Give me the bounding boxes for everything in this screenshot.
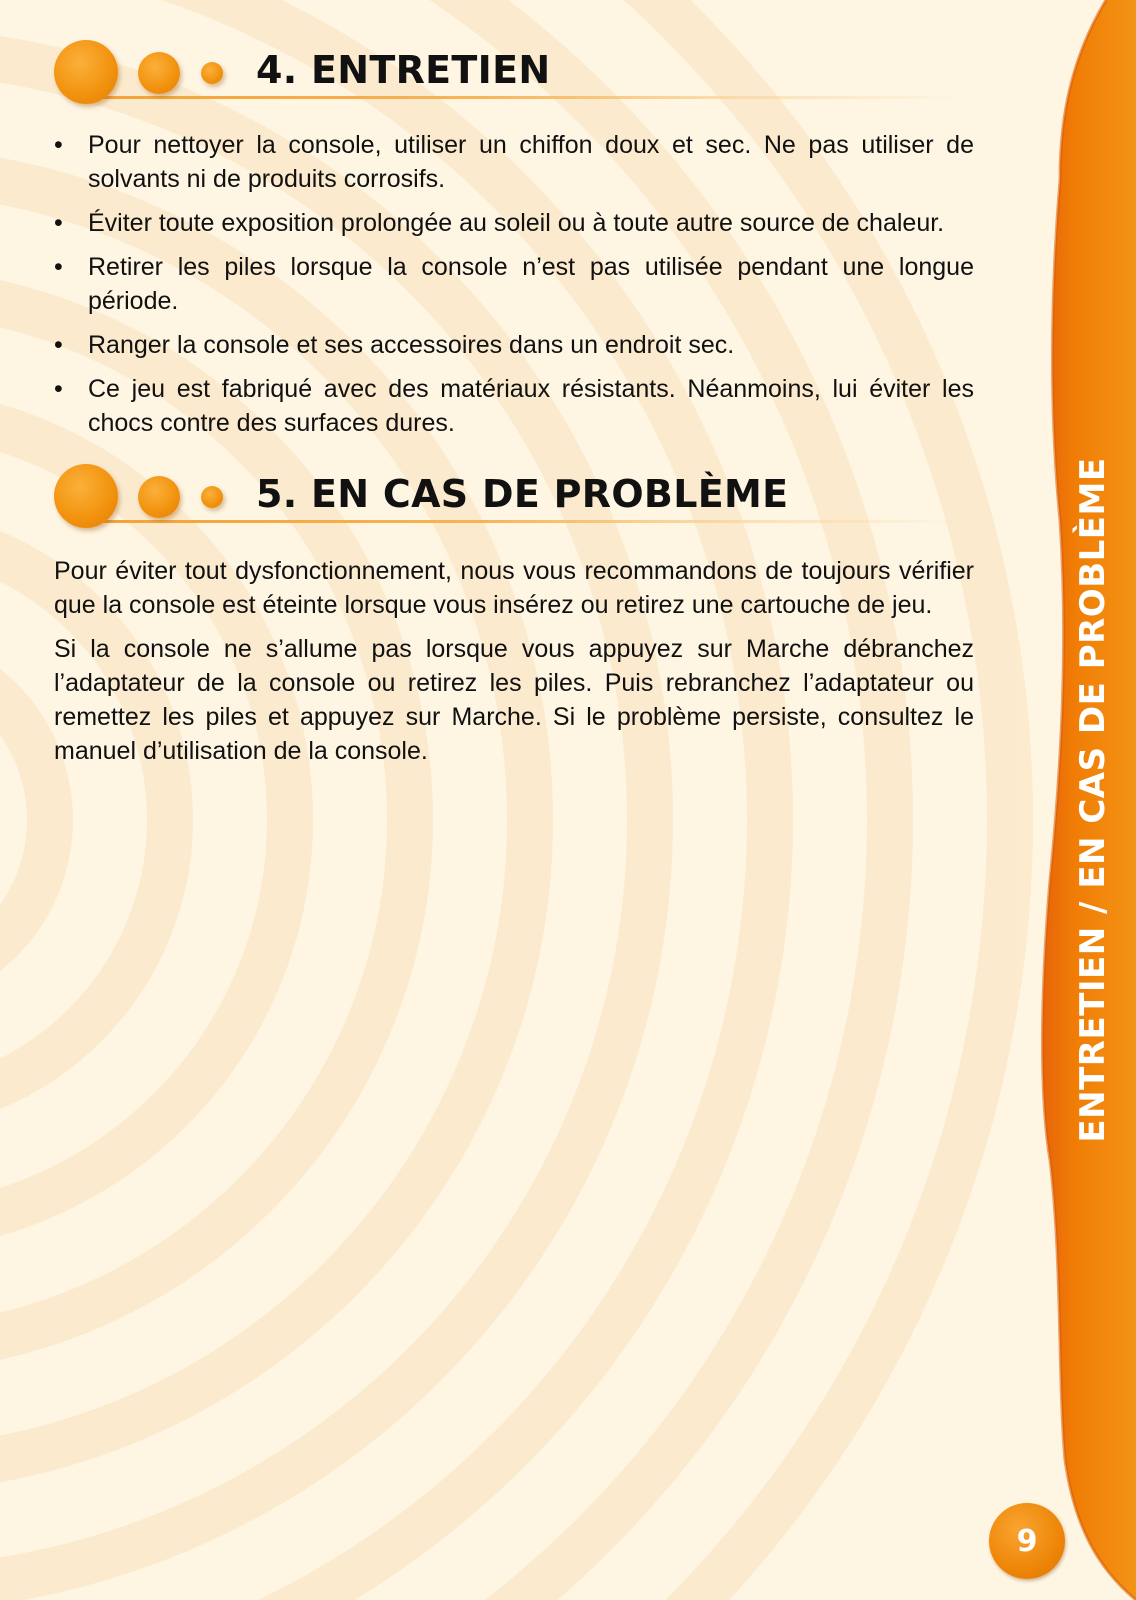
header-underline <box>84 96 964 99</box>
paragraph: Si la console ne s’allume pas lorsque vous appuyez sur Marche débranchez l’adaptateur de la console ou retirez les piles. Puis rebranchez l’adaptateur ou remettez les piles et appuyez sur Marche. Si le problème persiste, consultez le manuel d’utilisation de la console. <box>54 635 974 765</box>
header-underline <box>84 520 964 523</box>
bullet-list <box>54 128 974 440</box>
large-dot-icon <box>54 464 118 528</box>
section-title: 5. EN CAS DE PROBLÈME <box>256 472 789 516</box>
large-dot-icon <box>54 40 118 104</box>
medium-dot-icon <box>138 52 180 94</box>
medium-dot-icon <box>138 476 180 518</box>
list-item <box>54 128 974 196</box>
list-item-text: Retirer les piles lorsque la console n’est pas utilisée pendant une longue période. <box>88 253 974 315</box>
list-item <box>54 206 974 240</box>
section-header <box>54 40 974 110</box>
list-item <box>54 250 974 318</box>
paragraph: Pour éviter tout dysfonctionnement, nous vous recommandons de toujours vérifier que la console est éteinte lorsque vous insérez ou retirez une cartouche de jeu. <box>54 557 974 619</box>
list-item <box>54 328 974 362</box>
page-number: 9 <box>989 1503 1065 1579</box>
section-title: 4. ENTRETIEN <box>256 48 551 92</box>
section-header <box>54 464 974 534</box>
section-en-cas-de-probleme <box>54 464 974 768</box>
bullet-icon: • <box>54 253 63 281</box>
list-item <box>54 372 974 440</box>
bullet-icon: • <box>54 331 63 359</box>
side-tab-label: ENTRETIEN / EN CAS DE PROBLÈME <box>1073 457 1113 1143</box>
list-item-text: Ranger la console et ses accessoires dans un endroit sec. <box>88 331 735 359</box>
list-item-text: Éviter toute exposition prolongée au soleil ou à toute autre source de chaleur. <box>88 209 945 237</box>
list-item-text: Pour nettoyer la console, utiliser un chiffon doux et sec. Ne pas utiliser de solvants ni de produits corrosifs. <box>88 131 974 193</box>
list-item-text: Ce jeu est fabriqué avec des matériaux résistants. Néanmoins, lui éviter les chocs contre des surfaces dures. <box>88 375 974 437</box>
bullet-icon: • <box>54 209 63 237</box>
bullet-icon: • <box>54 131 63 159</box>
small-dot-icon <box>201 486 223 508</box>
bullet-icon: • <box>54 375 63 403</box>
small-dot-icon <box>201 62 223 84</box>
page-content <box>54 40 974 768</box>
section-entretien <box>54 40 974 440</box>
